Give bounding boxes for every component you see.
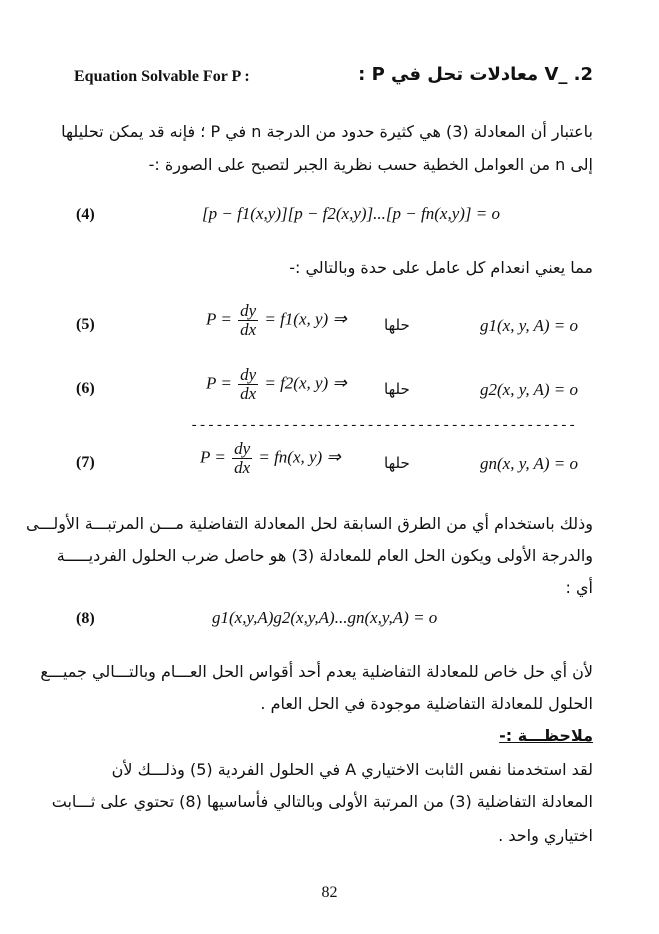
equation-5-lhs: P = bbox=[206, 309, 232, 329]
equation-4: [p − f1(x,y)][p − f2(x,y)]...[p − fn(x,y)] = o bbox=[202, 204, 500, 223]
equation-5-solution: g1(x, y, A) = o bbox=[480, 316, 579, 335]
equation-6-numerator: dy bbox=[240, 365, 257, 384]
equation-7-fraction bbox=[232, 440, 252, 477]
equation-5-word: حلها bbox=[384, 316, 410, 334]
equation-8-number: (8) bbox=[76, 610, 95, 627]
paragraph-4-line-1: لأن أي حل خاص للمعادلة التفاضلية يعدم أحد أقواس الحل العـــام وبالتـــالي جميـــع bbox=[40, 662, 593, 681]
note-line-2: المعادلة التفاضلية (3) من المرتبة الأولى وبالتالي فأساسيها (8) تحتوي على ثـــابت bbox=[51, 792, 593, 811]
equation-5-rhs: = f1(x, y) ⇒ bbox=[264, 309, 347, 329]
equation-7-numerator: dy bbox=[234, 439, 251, 458]
equation-6-lhs: P = bbox=[206, 373, 232, 393]
equation-6-number: (6) bbox=[76, 380, 95, 397]
paragraph-2: مما يعني انعدام كل عامل على حدة وبالتالي :- bbox=[289, 258, 593, 277]
paragraph-1-line-1: باعتبار أن المعادلة (3) هي كثيرة حدود من الدرجة n في P ؛ فإنه قد يمكن تحليلها bbox=[61, 122, 593, 141]
equation-8: g1(x,y,A)g2(x,y,A)...gn(x,y,A) = o bbox=[212, 608, 438, 627]
equation-6-fraction bbox=[238, 366, 258, 403]
equation-4-number: (4) bbox=[76, 206, 95, 223]
equation-7-lhs: P = bbox=[200, 447, 226, 467]
paragraph-1-line-2: إلى n من العوامل الخطية حسب نظرية الجبر لتصبح على الصورة :- bbox=[148, 155, 593, 174]
section-title-english: Equation Solvable For P : bbox=[74, 68, 250, 85]
equation-6-rhs: = f2(x, y) ⇒ bbox=[264, 373, 347, 393]
equation-5-number: (5) bbox=[76, 316, 95, 333]
equation-6-solution: g2(x, y, A) = o bbox=[480, 380, 579, 399]
equation-5-numerator: dy bbox=[240, 301, 257, 320]
equation-6-denominator: dx bbox=[240, 384, 257, 403]
equation-7-rhs: = fn(x, y) ⇒ bbox=[258, 447, 341, 467]
section-title-arabic: V_ .2 معادلات تحل في P : bbox=[358, 64, 593, 85]
paragraph-3-line-1: وذلك باستخدام أي من الطرق السابقة لحل المعادلة التفاضلية مـــن المرتبـــة الأولـــى bbox=[26, 514, 593, 533]
dashed-separator: ---------------------------------------------- bbox=[190, 418, 577, 434]
equation-6-word: حلها bbox=[384, 380, 410, 398]
equation-7 bbox=[200, 440, 341, 477]
equation-5 bbox=[206, 302, 347, 339]
note-line-3: اختياري واحد . bbox=[498, 826, 593, 845]
paragraph-3-line-2: والدرجة الأولى ويكون الحل العام للمعادلة (3) هو حاصل ضرب الحلول الفرديـــــة bbox=[56, 546, 593, 565]
equation-5-fraction bbox=[238, 302, 258, 339]
page-number: 82 bbox=[321, 884, 338, 901]
equation-7-word: حلها bbox=[384, 454, 410, 472]
equation-7-solution: gn(x, y, A) = o bbox=[480, 454, 579, 473]
paragraph-4-line-2: الحلول للمعادلة التفاضلية موجودة في الحل العام . bbox=[260, 694, 593, 713]
equation-6 bbox=[206, 366, 347, 403]
note-line-1: لقد استخدمنا نفس الثابت الاختياري A في الحلول الفردية (5) وذلـــك لأن bbox=[111, 760, 593, 779]
equation-7-denominator: dx bbox=[234, 458, 251, 477]
equation-5-denominator: dx bbox=[240, 320, 257, 339]
equation-7-number: (7) bbox=[76, 454, 95, 471]
paragraph-3-line-3: أي : bbox=[565, 578, 593, 597]
note-heading: ملاحظـــة :- bbox=[499, 726, 593, 745]
